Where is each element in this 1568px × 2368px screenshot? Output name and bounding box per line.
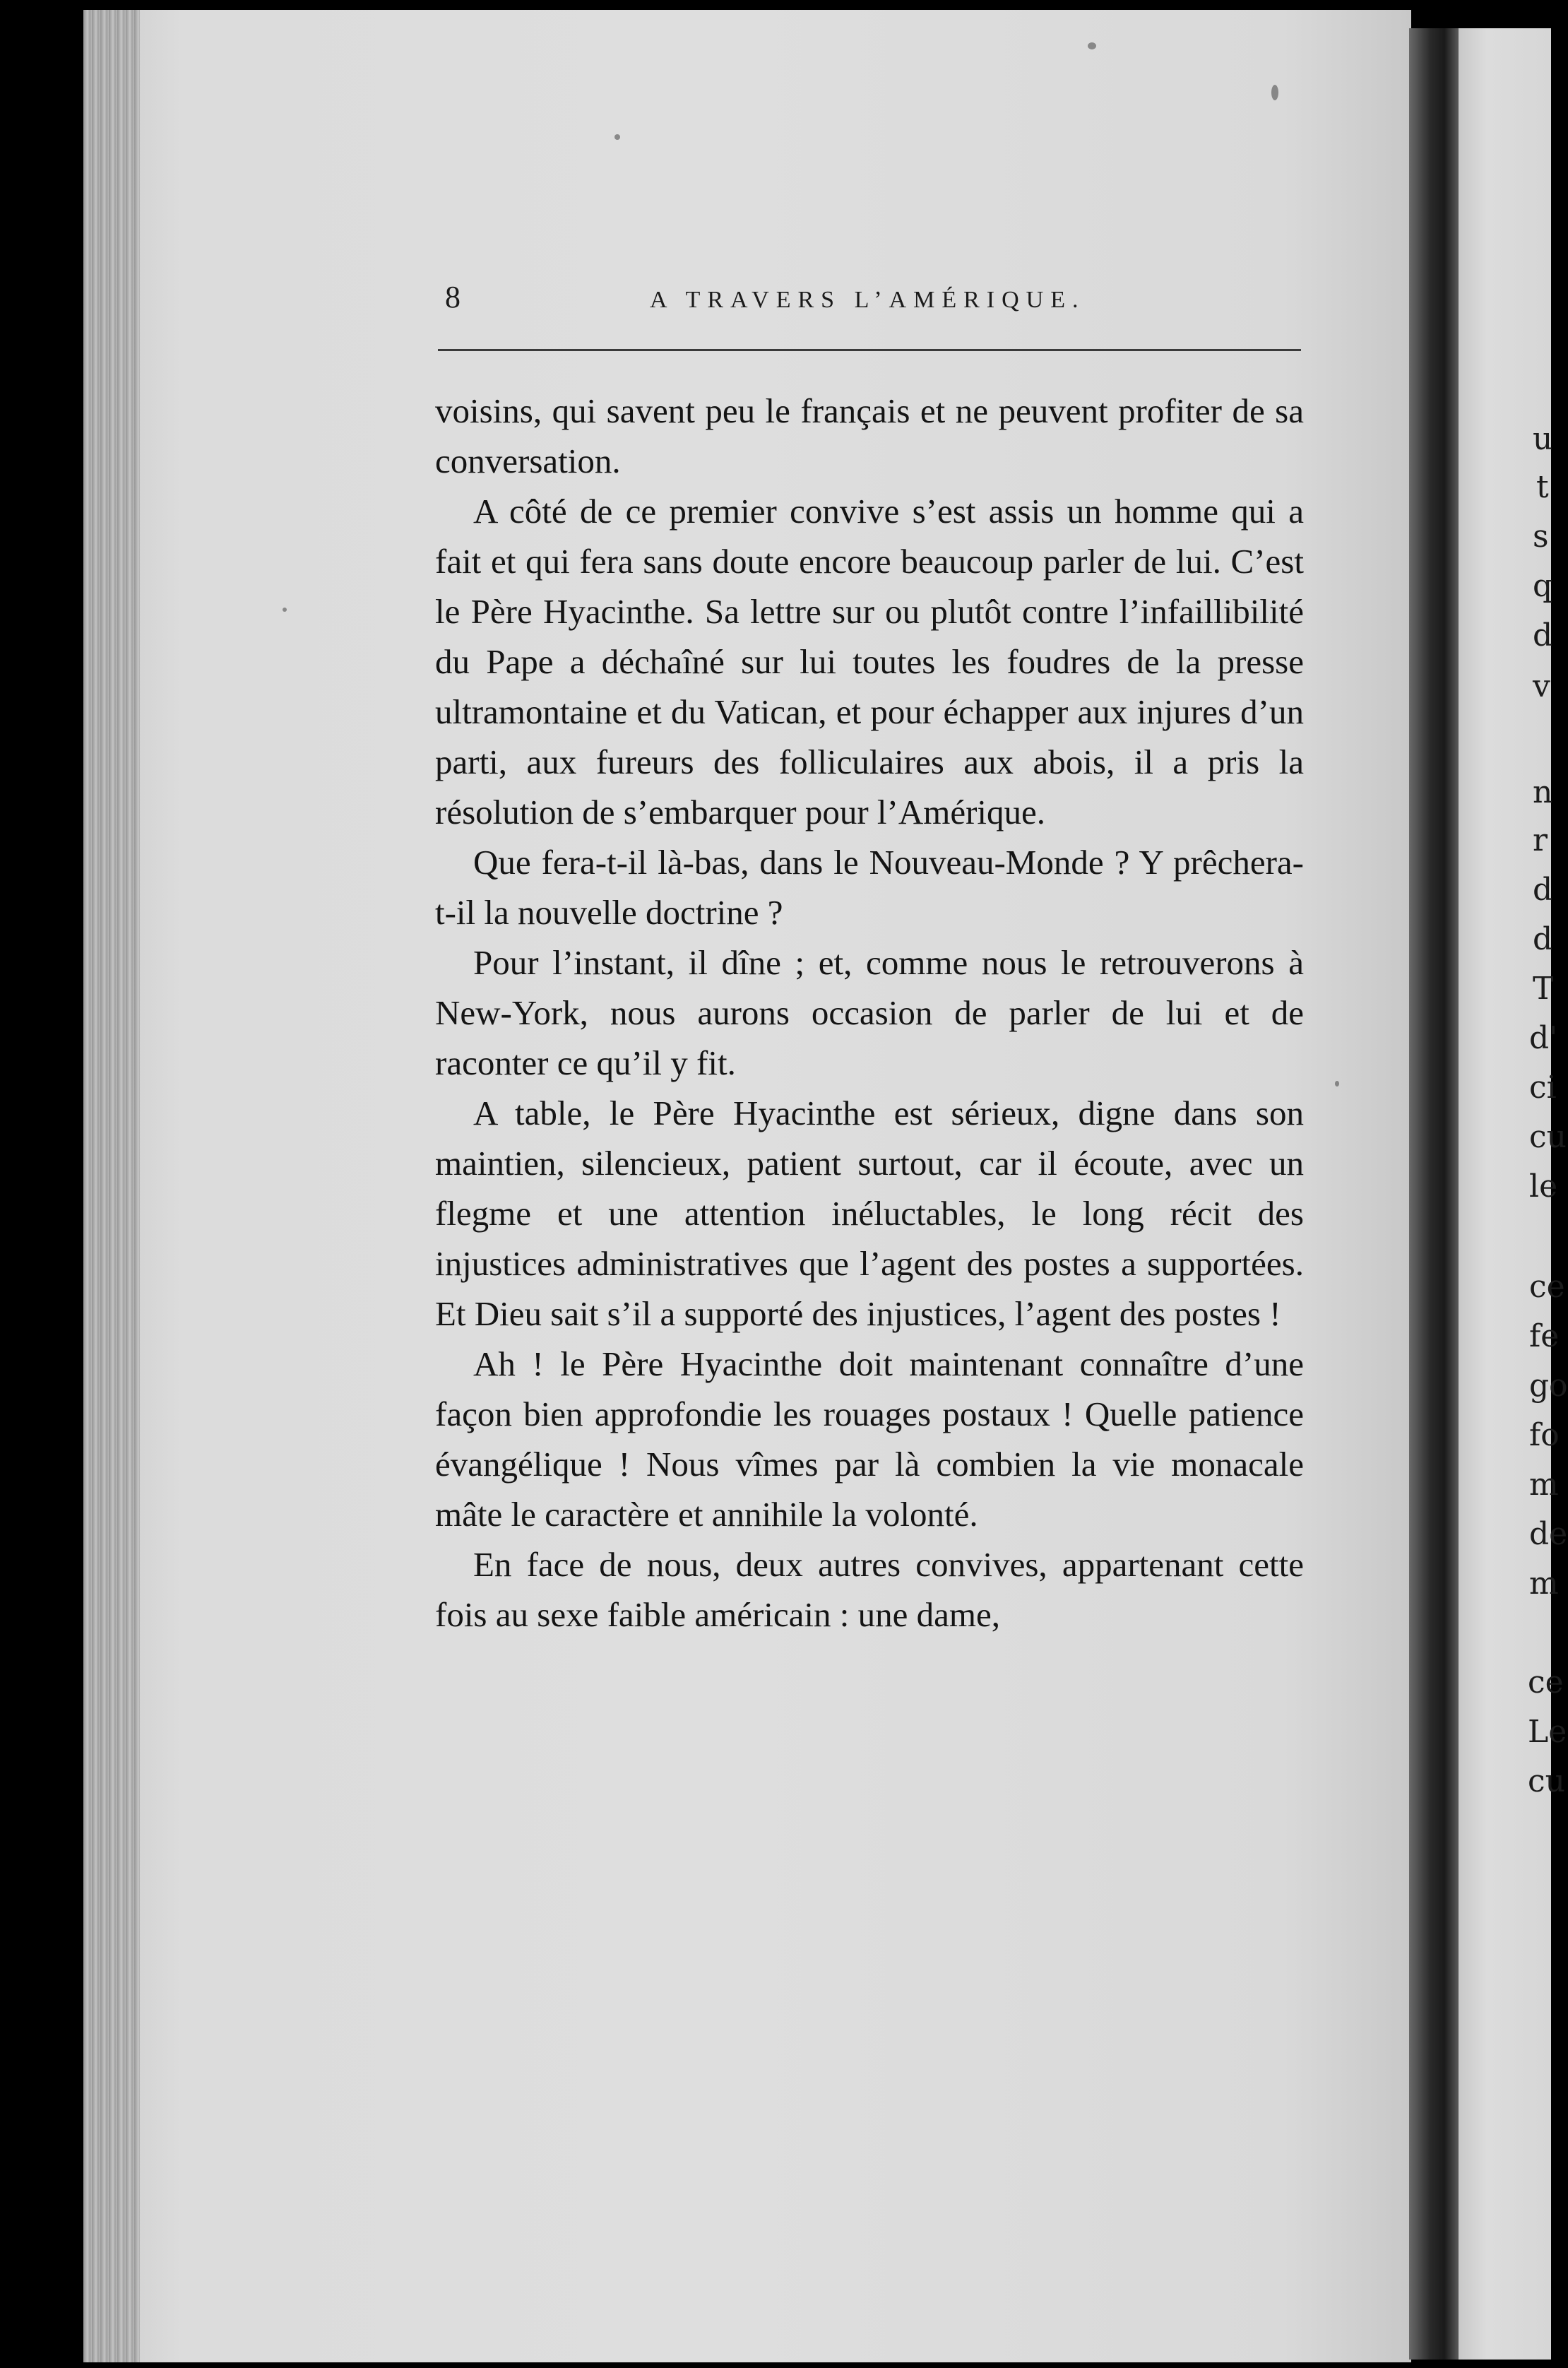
paragraph: A table, le Père Hyacinthe est sérieux, digne dans son maintien, silencieux, patient surtout, car il écoute, avec un flegme et une attention inéluctables, le long récit des injustices administratives que l’agent des postes a supportées. Et Dieu sait s’il a supporté des injustices, l’agent des postes ! bbox=[435, 1094, 1304, 1333]
facing-page-fragment: d' bbox=[1529, 1020, 1558, 1056]
page-leaf-edges bbox=[83, 10, 140, 2362]
facing-page-fragment: de bbox=[1529, 1516, 1568, 1552]
running-head-title: A TRAVERS L’AMÉRIQUE. bbox=[650, 287, 1086, 313]
scan-speck bbox=[1335, 1081, 1339, 1087]
paragraph: En face de nous, deux autres convives, appartenant cette fois au sexe faible américain : une dame, bbox=[435, 1545, 1304, 1634]
facing-page-fragment: Le bbox=[1528, 1714, 1567, 1750]
paragraph: Pour l’instant, il dîne ; et, comme nous le retrouverons à New-York, nous aurons occasion de parler de lui et de raconter ce qu’il y fit. bbox=[435, 943, 1304, 1082]
body-text bbox=[435, 386, 1304, 1640]
facing-page-fragment: ce bbox=[1528, 1664, 1564, 1700]
facing-page-fragment: v bbox=[1533, 668, 1550, 704]
facing-page-fragment: T bbox=[1533, 971, 1554, 1007]
facing-page-fragment: q bbox=[1533, 568, 1553, 604]
facing-page-fragment: t bbox=[1536, 469, 1549, 505]
scan-speck bbox=[1088, 42, 1096, 49]
page-number: 8 bbox=[445, 280, 461, 314]
facing-page-fragment: n bbox=[1533, 774, 1553, 810]
facing-page-fragment: le bbox=[1529, 1168, 1558, 1204]
facing-page-fragment: fe bbox=[1529, 1318, 1560, 1354]
facing-page bbox=[1459, 28, 1568, 2360]
facing-page-fragment: cu bbox=[1528, 1763, 1565, 1799]
facing-page-fragment: m bbox=[1529, 1467, 1559, 1503]
binding-gutter-shadow bbox=[1409, 28, 1459, 2360]
running-head bbox=[445, 279, 1305, 321]
facing-page-fragment: m bbox=[1529, 1565, 1559, 1602]
facing-page-fragment: d bbox=[1533, 872, 1553, 908]
facing-page-fragment: go bbox=[1529, 1368, 1568, 1404]
facing-page-fragment: r bbox=[1533, 822, 1548, 858]
facing-page-fragment: d bbox=[1533, 921, 1553, 957]
paragraph: Ah ! le Père Hyacinthe doit maintenant connaître d’une façon bien approfondie les rouages postaux ! Quelle patience évangélique ! Nous vîmes par là combien la vie monacale mâte le caractère et annihile la volonté. bbox=[435, 1344, 1304, 1534]
scan-speck bbox=[283, 608, 287, 612]
facing-page-fragment: s bbox=[1533, 519, 1549, 555]
facing-page-fragment: cu bbox=[1529, 1119, 1567, 1155]
paragraph: A côté de ce premier convive s’est assis un homme qui a fait et qui fera sans doute encore beaucoup parler de lui. C’est le Père Hyacinthe. Sa lettre sur ou plutôt contre l’infaillibilité du Pape a déchaîné sur lui toutes les foudres de la presse ultramontaine et du Vatican, et pour échapper aux injures d’un parti, aux fureurs des folliculaires aux abois, il a pris la résolution de s’embarquer pour l’Amérique. bbox=[435, 492, 1304, 831]
paragraph: voisins, qui savent peu le français et ne peuvent profiter de sa conversation. bbox=[435, 391, 1304, 480]
facing-page-fragment: ci bbox=[1529, 1070, 1557, 1106]
facing-page-fragment: fo bbox=[1529, 1417, 1560, 1453]
paragraph: Que fera-t-il là-bas, dans le Nouveau-Monde ? Y prêchera-t-il la nouvelle doctrine ? bbox=[435, 843, 1304, 932]
facing-page-fragment: u bbox=[1533, 421, 1553, 457]
facing-page-fragment: d bbox=[1533, 617, 1553, 653]
facing-page-fragment: ce bbox=[1529, 1269, 1565, 1305]
scan-speck bbox=[1271, 85, 1278, 100]
scan-speck bbox=[614, 134, 620, 140]
header-rule bbox=[438, 349, 1301, 351]
